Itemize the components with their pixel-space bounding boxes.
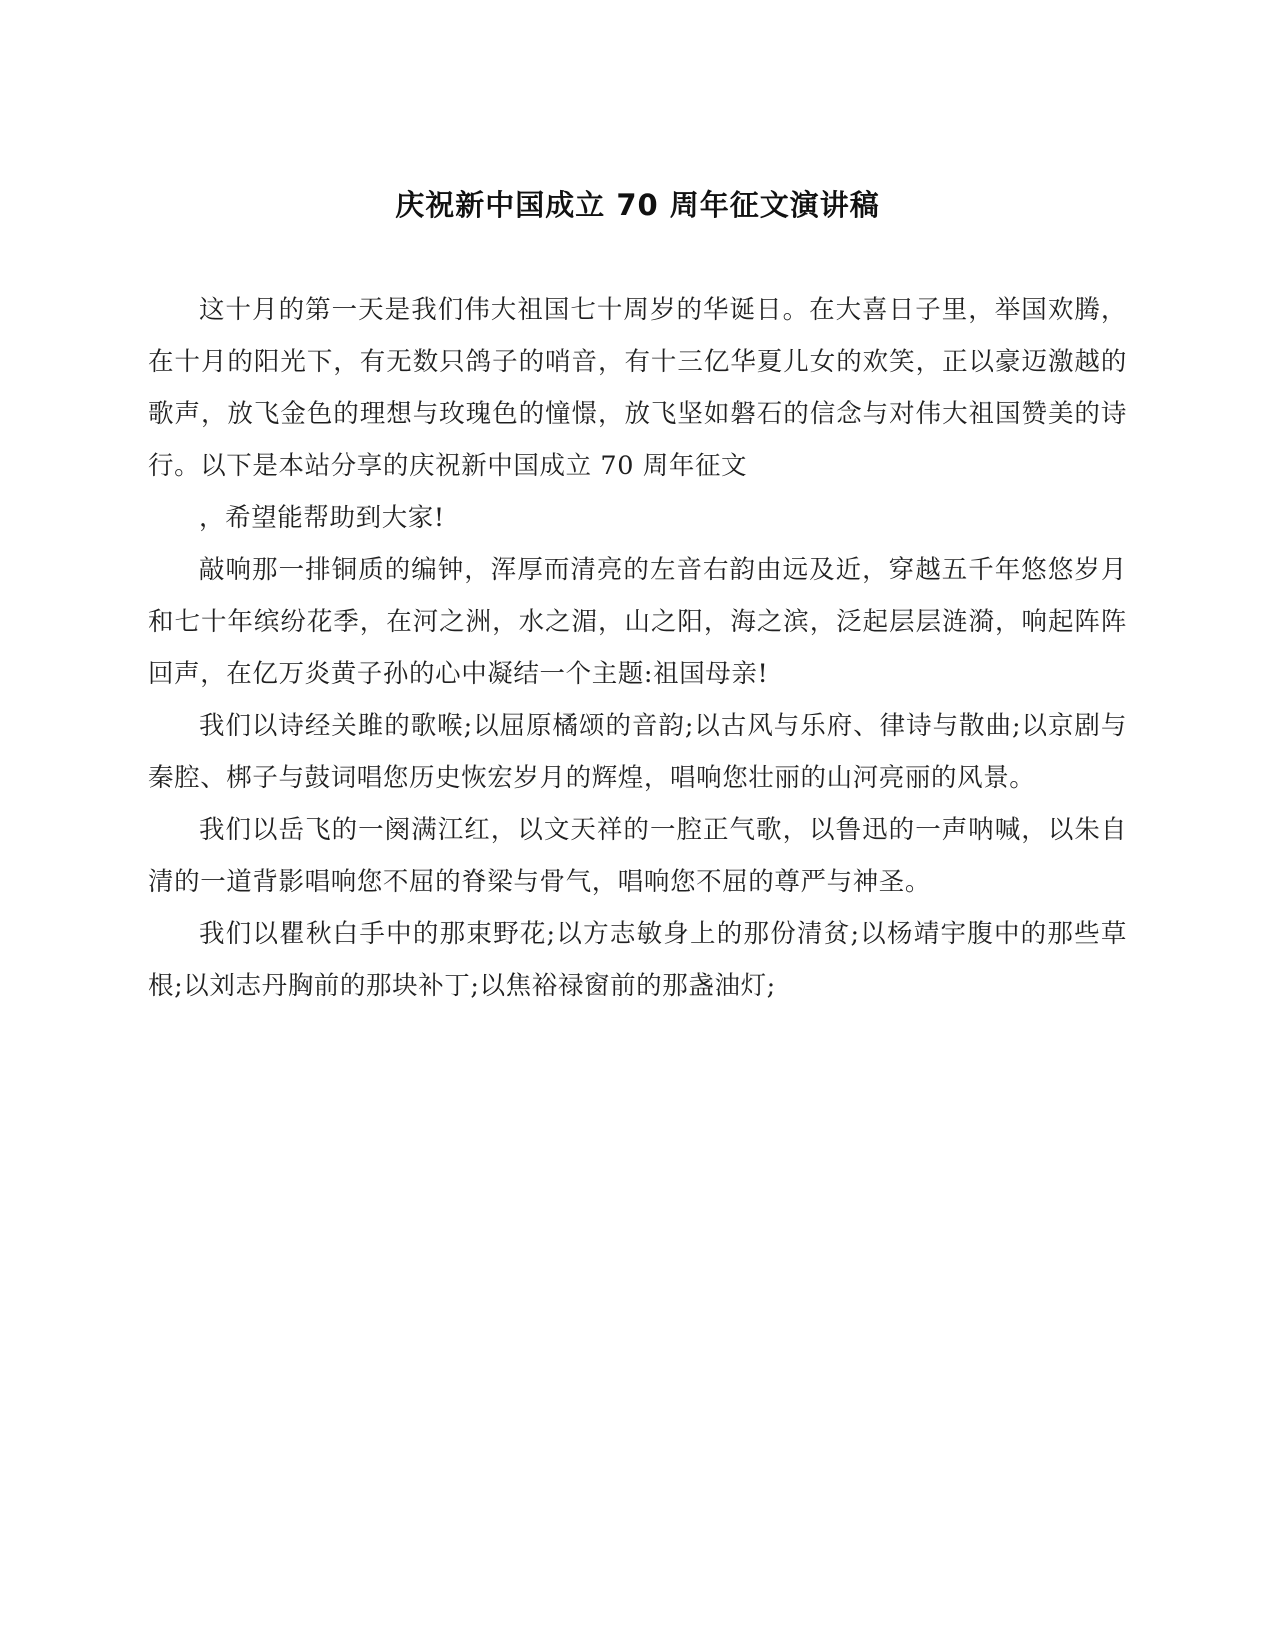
paragraph: 这十月的第一天是我们伟大祖国七十周岁的华诞日。在大喜日子里，举国欢腾，在十月的阳光下，有无数只鸽子的哨音，有十三亿华夏儿女的欢笑，正以豪迈激越的歌声，放飞金色的理想与玫瑰色的憧憬，放飞坚如磐石的信念与对伟大祖国赞美的诗行。以下是本站分享的庆祝新中国成立 70 周年征文 bbox=[148, 294, 1127, 481]
document-body bbox=[148, 284, 1127, 1012]
paragraph: ，希望能帮助到大家! bbox=[199, 502, 445, 533]
paragraph: 我们以岳飞的一阕满江红，以文天祥的一腔正气歌，以鲁迅的一声呐喊，以朱自清的一道背影唱响您不屈的脊梁与骨气，唱响您不屈的尊严与神圣。 bbox=[148, 814, 1127, 897]
paragraph: 我们以诗经关雎的歌喉;以屈原橘颂的音韵;以古风与乐府、律诗与散曲;以京剧与秦腔、梆子与鼓词唱您历史恢宏岁月的辉煌，唱响您壮丽的山河亮丽的风景。 bbox=[148, 710, 1127, 793]
page-title: 庆祝新中国成立 70 周年征文演讲稿 bbox=[395, 188, 880, 222]
paragraph: 敲响那一排铜质的编钟，浑厚而清亮的左音右韵由远及近，穿越五千年悠悠岁月和七十年缤纷花季，在河之洲，水之湄，山之阳，海之滨，泛起层层涟漪，响起阵阵回声，在亿万炎黄子孙的心中凝结一个主题:祖国母亲! bbox=[148, 554, 1127, 689]
paragraph: 我们以瞿秋白手中的那束野花;以方志敏身上的那份清贫;以杨靖宇腹中的那些草根;以刘志丹胸前的那块补丁;以焦裕禄窗前的那盏油灯; bbox=[148, 918, 1127, 1001]
